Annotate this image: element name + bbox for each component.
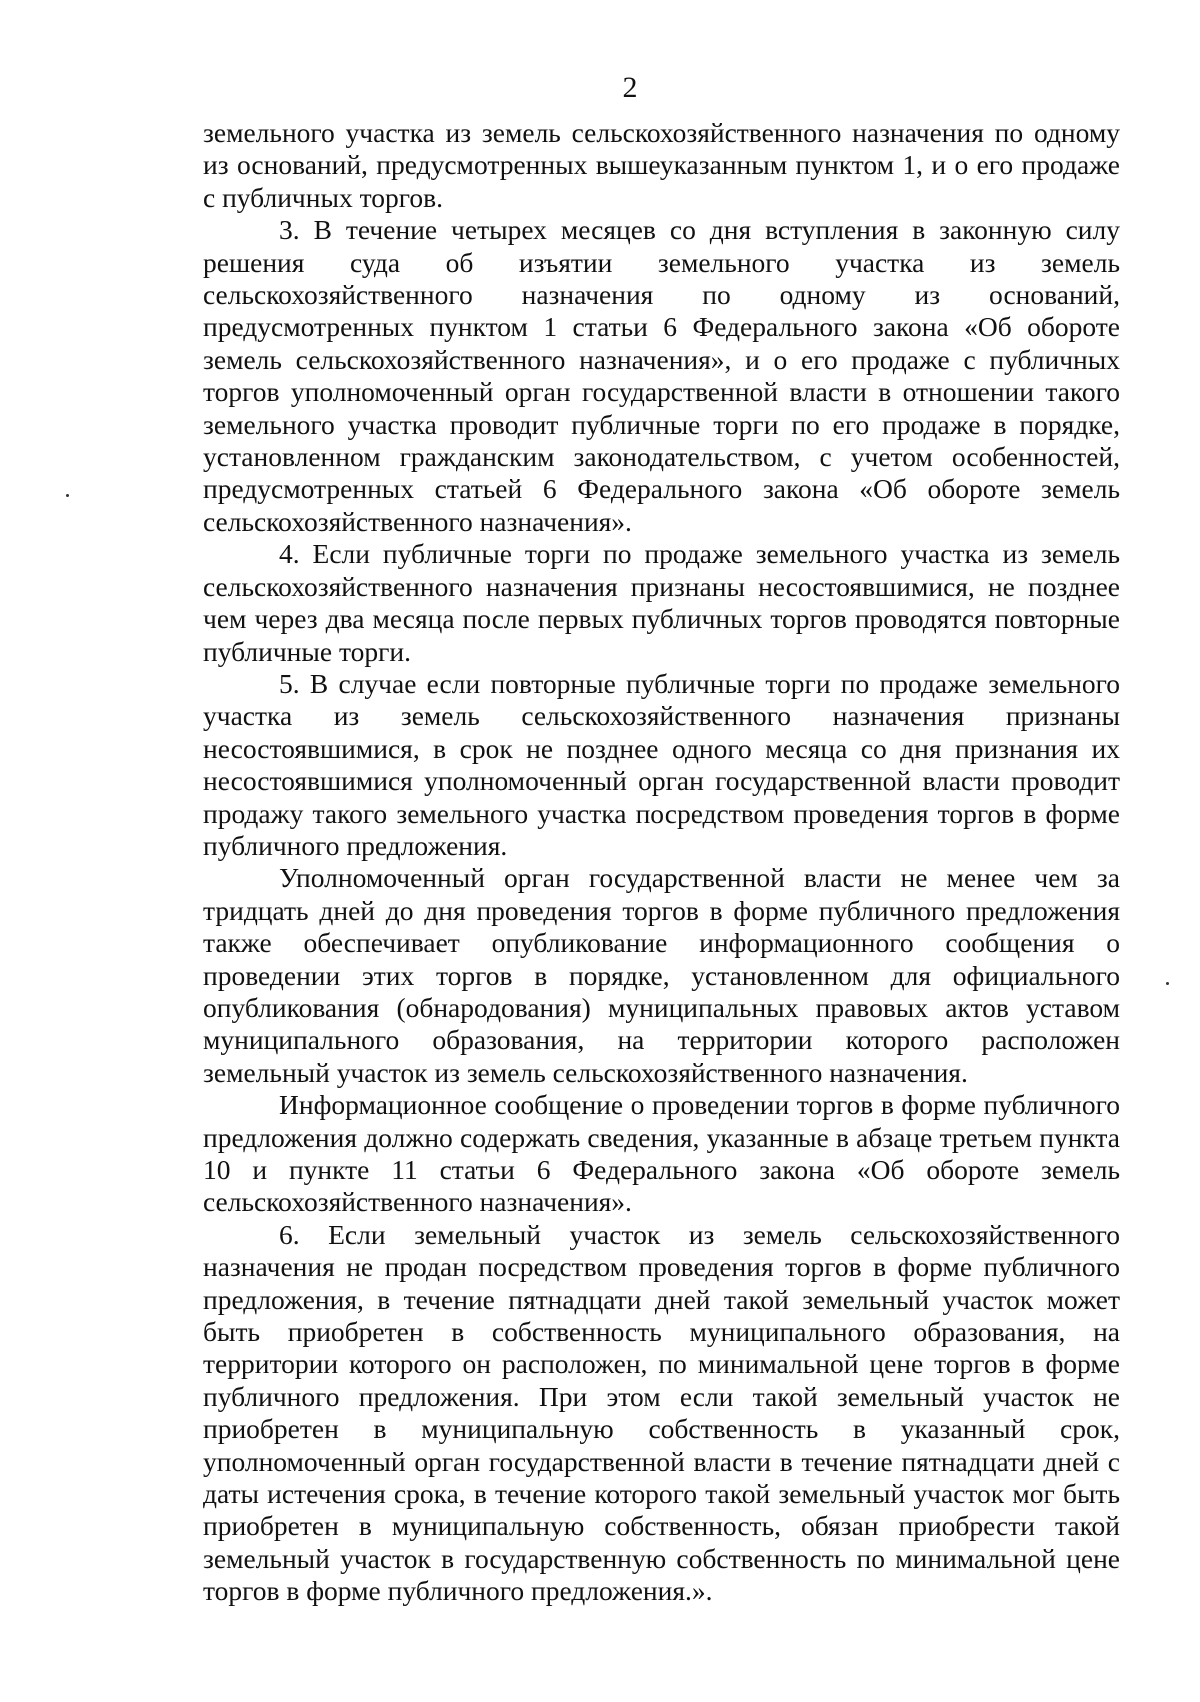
page-number: 2 [622,71,638,104]
paragraph-item-5-notice: Уполномоченный орган государственной власти не менее чем за тридцать дней до дня проведения торгов в форме публичного предложения также обеспечивает опубликование информационного сообщения о проведении этих торгов в порядке, установленном для официального опубликования (обнародования) муниципальных правовых актов уставом муниципального образования, на территории которого расположен земельный участок из земель сельскохозяйственного назначения. [203,862,1120,1088]
paragraph-continuation: земельного участка из земель сельскохозяйственного назначения по одному из оснований, предусмотренных вышеуказанным пунктом 1, и о его продаже с публичных торгов. [203,117,1120,213]
paragraph-item-4: 4. Если публичные торги по продаже земельного участка из земель сельскохозяйственного назначения признаны несостоявшимися, не позднее чем через два месяца после первых публичных торгов проводятся повторные публичные торги. [203,538,1120,667]
document-body [203,117,1120,1608]
paragraph-item-5: 5. В случае если повторные публичные торги по продаже земельного участка из земель сельскохозяйственного назначения признаны несостоявшимися, в срок не позднее одного месяца со дня признания их несостоявшимися уполномоченный орган государственной власти проводит продажу такого земельного участка посредством проведения торгов в форме публичного предложения. [203,667,1120,861]
scan-speck [66,494,69,497]
paragraph-item-5-info: Информационное сообщение о проведении торгов в форме публичного предложения должно содержать сведения, указанные в абзаце третьем пункта 10 и пункте 11 статьи 6 Федерального закона «Об обороте земель сельскохозяйственного назначения». [203,1089,1120,1218]
paragraph-item-3: 3. В течение четырех месяцев со дня вступления в законную силу решения суда об изъятии земельного участка из земель сельскохозяйственного назначения по одному из оснований, предусмотренных пунктом 1 статьи 6 Федерального закона «Об обороте земель сельскохозяйственного назначения», и о его продаже с публичных торгов уполномоченный орган государственной власти в отношении такого земельного участка проводит публичные торги по его продаже в порядке, установленном гражданским законодательством, с учетом особенностей, предусмотренных статьей 6 Федерального закона «Об обороте земель сельскохозяйственного назначения». [203,214,1120,537]
scan-speck [1166,982,1169,985]
paragraph-item-6: 6. Если земельный участок из земель сельскохозяйственного назначения не продан посредством проведения торгов в форме публичного предложения, в течение пятнадцати дней такой земельный участок может быть приобретен в собственность муниципального образования, на территории которого он расположен, по минимальной цене торгов в форме публичного предложения. При этом если такой земельный участок не приобретен в муниципальную собственность в указанный срок, уполномоченный орган государственной власти в течение пятнадцати дней с даты истечения срока, в течение которого такой земельный участок мог быть приобретен в муниципальную собственность, обязан приобрести такой земельный участок в государственную собственность по минимальной цене торгов в форме публичного предложения.». [203,1218,1120,1607]
